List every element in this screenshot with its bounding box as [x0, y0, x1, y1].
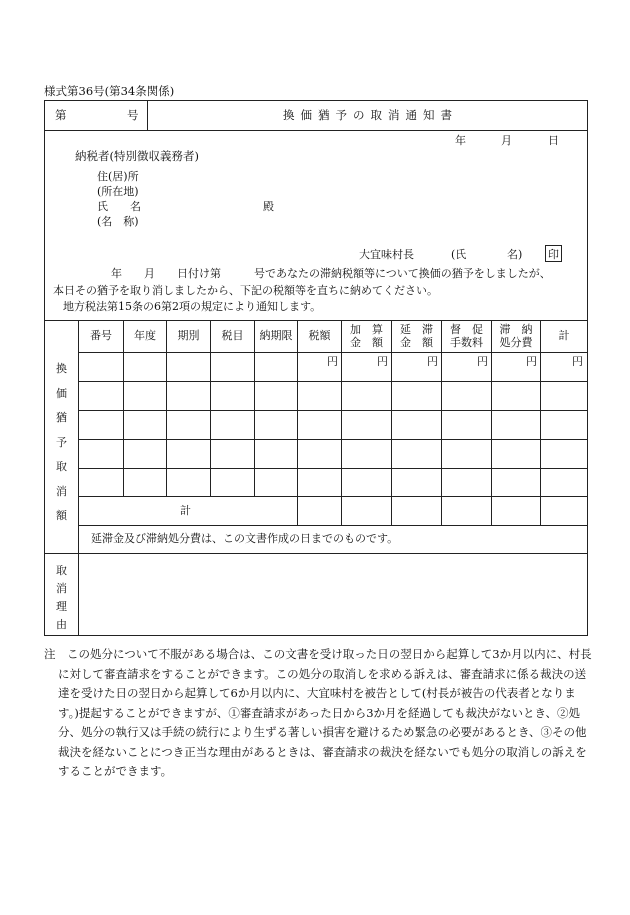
col-line [297, 320, 298, 525]
reason-label [56, 562, 70, 634]
row-line [79, 381, 587, 382]
col-header-number: 番号 [90, 329, 112, 343]
col-header-due-date: 納期限 [259, 329, 293, 343]
col-header-line: 金 額 [400, 335, 433, 349]
col-header-tax-item: 税目 [221, 329, 244, 343]
yen-unit: 円 [327, 355, 338, 368]
side-char: 猶 [56, 411, 67, 424]
body-line-3: 地方税法第15条の6第2項の規定により通知します。 [63, 300, 322, 313]
total-label: 計 [180, 504, 191, 517]
notice-text: この処分について不服がある場合は、この文書を受け取った日の翌日から起算して3か月以内に、村長に対して審査請求をすることができます。この処分の取消しを求める訴えは、審査請求に係る裁決の送達を受けた日の翌日から起算して6か月以内に、大宜味村を被告として(村長が被告の代表者となります。)提起することができますが、①審査請求があった日から3か月を経過しても裁決がないとき、②処分、処分の執行又は手続の続行により生ずる著しい損害を避けるため緊急の必要があるとき、③その他裁決を経ないことにつき正当な理由があるときは、審査請求の裁決を経ないでも処分の取消しの訴えをすることができます。 [58, 647, 592, 778]
yen-unit: 円 [427, 355, 438, 368]
address-sub-label: (所在地) [97, 185, 139, 198]
name-sub-label: (名 称) [97, 215, 139, 228]
col-line [254, 320, 255, 496]
col-header-surcharge [342, 321, 391, 352]
issuer-name-open: (氏 [451, 248, 467, 261]
col-line [166, 320, 167, 496]
row-line [79, 410, 587, 411]
col-line [441, 320, 442, 525]
date-year: 年 [455, 134, 466, 147]
col-header-line: 手数料 [450, 335, 483, 349]
row-line [79, 496, 587, 497]
header-divider [147, 101, 148, 130]
seal-box: 印 [545, 245, 562, 262]
col-header-tax-amount: 税額 [308, 329, 331, 343]
reason-char: 取 [56, 564, 67, 577]
col-header-delinquency [392, 321, 441, 352]
notice-form [44, 100, 588, 636]
header-bottom-line [45, 130, 587, 131]
form-code: 様式第36号(第34条関係) [44, 84, 175, 98]
taxpayer-label: 納税者(特別徴収義務者) [75, 149, 199, 163]
row-line [79, 439, 587, 440]
row-line [79, 468, 587, 469]
reason-char: 消 [56, 582, 67, 595]
reason-char: 由 [56, 618, 67, 631]
yen-unit: 円 [526, 355, 537, 368]
col-header-line: 加 算 [350, 322, 383, 336]
reason-field[interactable] [79, 554, 587, 635]
col-header-period: 期別 [177, 329, 200, 343]
col-header-line: 滞 納 [499, 322, 533, 336]
date-month: 月 [501, 134, 512, 147]
yen-unit: 円 [377, 355, 388, 368]
col-line [540, 320, 541, 525]
document-title: 換価猶予の取消通知書 [283, 108, 458, 122]
row-line [79, 525, 587, 526]
yen-unit: 円 [477, 355, 488, 368]
appeal-notice [44, 645, 592, 782]
side-char: 予 [56, 435, 67, 449]
side-char: 価 [56, 386, 67, 400]
honorific: 殿 [263, 200, 274, 213]
col-header-year: 年度 [134, 329, 156, 343]
col-line [341, 320, 342, 525]
notice-prefix: 注 [44, 647, 56, 661]
name-label: 氏 名 [97, 200, 141, 213]
col-line [391, 320, 392, 525]
col-header-reminder-fee [442, 321, 491, 352]
side-label [56, 357, 70, 529]
col-header-line: 処分費 [499, 335, 533, 349]
col-header-line: 金 額 [350, 335, 383, 349]
col-line [123, 320, 124, 496]
yen-unit: 円 [572, 355, 583, 368]
side-char: 額 [56, 509, 67, 522]
col-header-disposition-fee [492, 321, 540, 352]
body-line-1: 年 月 日付け第 号であなたの滞納税額等について換価の猶予をしましたが、 [111, 267, 551, 280]
col-header-line: 延 滞 [400, 322, 433, 336]
col-header-total: 計 [558, 329, 570, 343]
body-line-2: 本日その猶予を取り消しましたから、下記の税額等を直ちに納めてください。 [53, 284, 438, 297]
issuer-title: 大宜味村長 [359, 248, 414, 261]
number-suffix: 号 [127, 108, 139, 122]
side-char: 換 [56, 362, 67, 375]
col-header-line: 督 促 [450, 322, 483, 336]
issuer-name-close: 名) [507, 248, 523, 261]
side-char: 取 [56, 460, 67, 473]
col-line [491, 320, 492, 525]
col-line [210, 320, 211, 496]
address-label: 住(居)所 [97, 170, 139, 183]
side-column-line [78, 320, 79, 553]
date-day: 日 [548, 134, 559, 147]
reason-char: 理 [56, 600, 67, 613]
row-line [79, 352, 587, 353]
table-footnote: 延滞金及び滞納処分費は、この文書作成の日までのものです。 [91, 532, 399, 545]
number-prefix: 第 [55, 108, 67, 122]
side-char: 消 [56, 484, 67, 498]
